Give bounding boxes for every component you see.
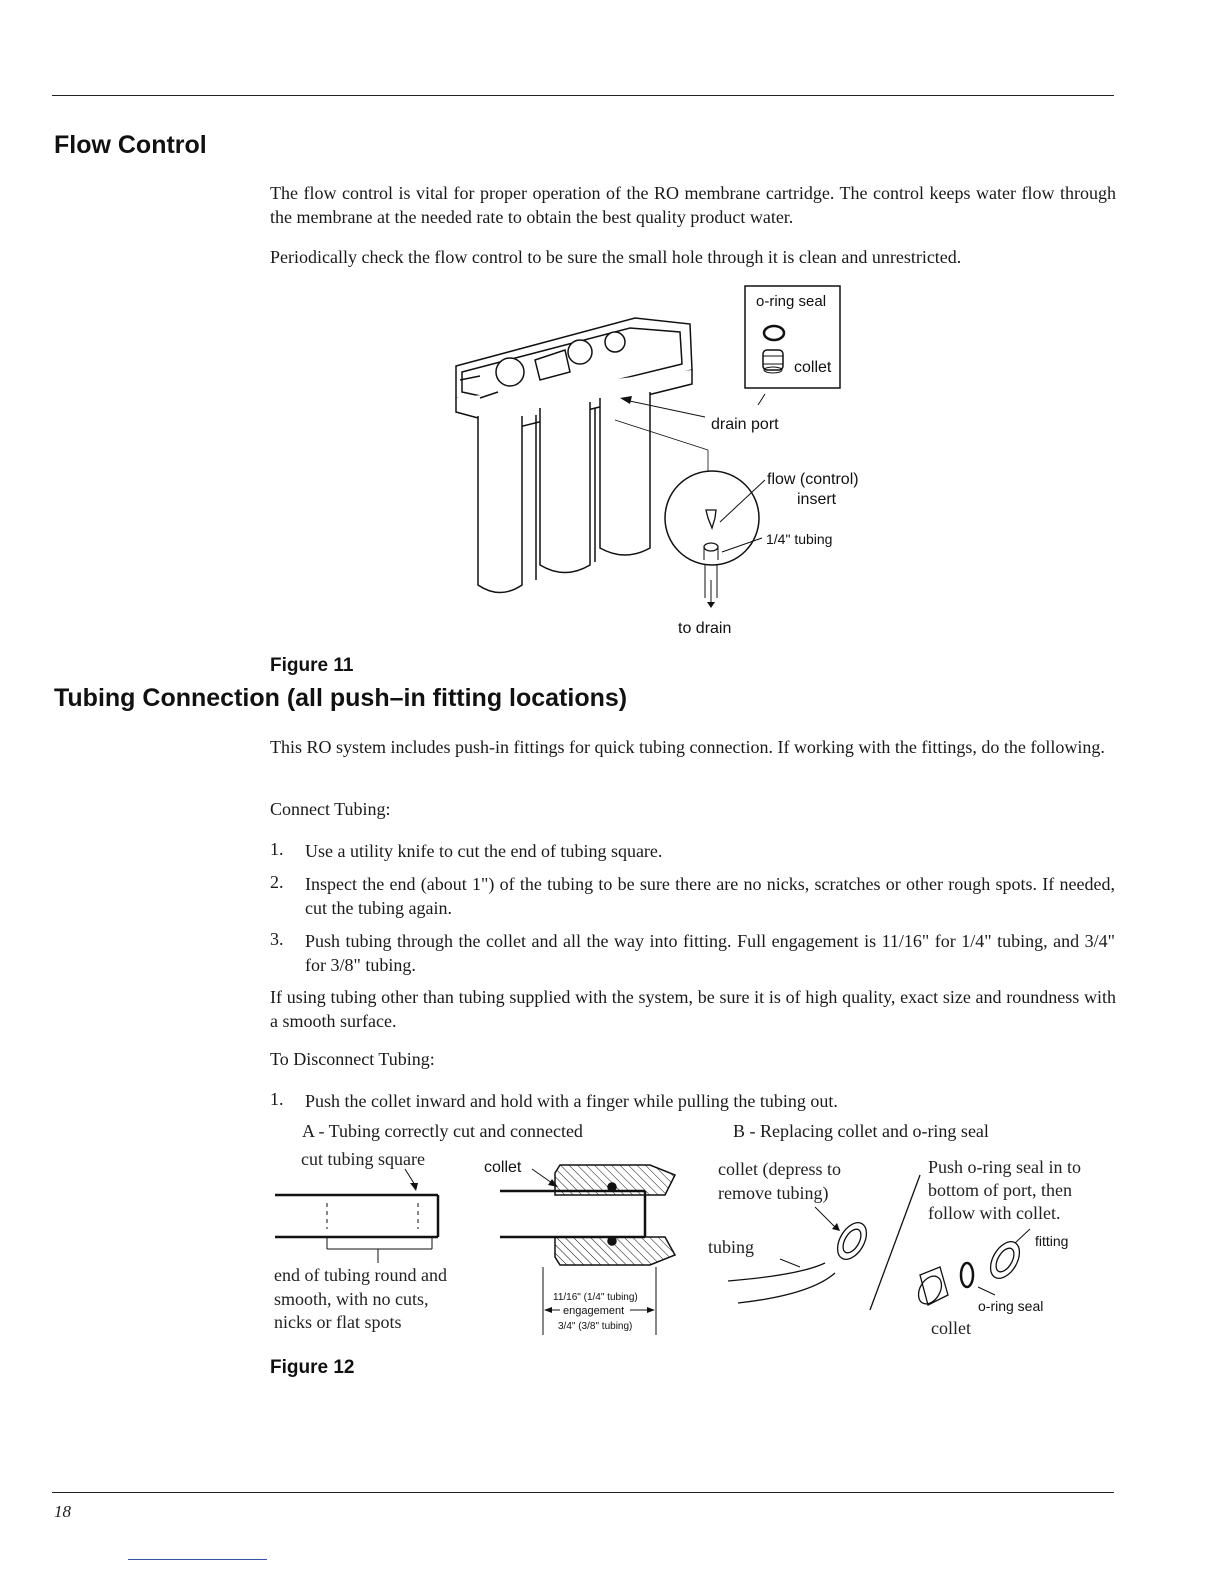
disconnect-step-1-text: Push the collet inward and hold with a finger while pulling the tubing out.: [305, 1091, 838, 1111]
step-3-number: 3.: [270, 929, 284, 949]
section-title-tubing-connection: Tubing Connection (all push–in fitting locations): [54, 684, 628, 712]
collet-icon: [763, 350, 783, 373]
fitting-label: fitting: [1035, 1233, 1069, 1249]
figure-11-caption: Figure 11: [270, 655, 354, 676]
inset-oring-label: o-ring seal: [756, 293, 827, 310]
collet-label: collet: [484, 1159, 522, 1176]
flow-control-para-2: Periodically check the flow control to be sure the small hole through it is clean and unrestricted.: [270, 247, 962, 267]
oring-b-label: o-ring seal: [978, 1298, 1044, 1314]
disconnect-step-1-number: 1.: [270, 1089, 284, 1109]
inset-collet-label: collet: [794, 359, 832, 376]
tubing-note: If using tubing other than tubing supplied with the system, be sure it is of high quality, exact size and roundness with a smooth surface.: [270, 987, 1116, 1031]
end-note-line-3: nicks or flat spots: [274, 1312, 402, 1332]
tubing-b-label: tubing: [708, 1237, 755, 1257]
page-number: 18: [54, 1502, 71, 1521]
section-title-flow-control: Flow Control: [54, 131, 207, 159]
collet-depress-line-2: remove tubing): [718, 1183, 829, 1203]
flow-control-para-1: The flow control is vital for proper operation of the RO membrane cartridge. The control keeps water flow through the membrane at the needed rate to obtain the best quality product water.: [270, 183, 1116, 227]
step-1-text: Use a utility knife to cut the end of tubing square.: [305, 841, 663, 861]
end-note-line-2: smooth, with no cuts,: [274, 1289, 429, 1309]
step-2-number: 2.: [270, 872, 284, 892]
header-rule: [52, 95, 1114, 96]
collet-b-label: collet: [931, 1318, 971, 1338]
figure-12-caption: Figure 12: [270, 1357, 355, 1378]
tubing-intro: This RO system includes push-in fittings for quick tubing connection. If working with the fittings, do the following.: [270, 737, 1105, 757]
filter-cartridges: [478, 392, 650, 593]
oring-icon: [764, 326, 784, 340]
step-3-text: Push tubing through the collet and all the way into fitting. Full engagement is 11/16" for 1/4" tubing, and 3/4" for 3/8" tubing.: [305, 931, 1115, 975]
connect-heading: Connect Tubing:: [270, 799, 391, 819]
fitting-cross-section: [500, 1165, 675, 1265]
step-1-number: 1.: [270, 839, 284, 859]
footer-link-underline: [128, 1559, 267, 1560]
panel-a-title: A - Tubing correctly cut and connected: [302, 1121, 583, 1141]
footer-rule: [52, 1492, 1114, 1493]
disconnect-heading: To Disconnect Tubing:: [270, 1049, 435, 1069]
end-note-line-1: end of tubing round and: [274, 1265, 447, 1285]
engagement-line-1: 11/16" (1/4" tubing): [553, 1292, 638, 1303]
push-line-1: Push o-ring seal in to: [928, 1157, 1081, 1177]
push-line-3: follow with collet.: [928, 1203, 1061, 1223]
insert-label: insert: [797, 491, 837, 508]
step-2-text: Inspect the end (about 1") of the tubing to be sure there are no nicks, scratches or other rough spots. If needed, cut the tubing again.: [305, 874, 1115, 918]
push-line-2: bottom of port, then: [928, 1180, 1072, 1200]
figure-12-illustration: [260, 1145, 1120, 1345]
tubing-label: 1/4" tubing: [766, 531, 833, 547]
tubing-and-collet-sketch: [728, 1218, 872, 1303]
cut-tubing-square-label: cut tubing square: [301, 1149, 425, 1169]
drain-port-label: drain port: [711, 416, 779, 433]
engagement-line-2: engagement: [563, 1305, 625, 1317]
to-drain-label: to drain: [678, 620, 732, 637]
panel-b-title: B - Replacing collet and o-ring seal: [733, 1121, 989, 1141]
collet-depress-line-1: collet (depress to: [718, 1159, 841, 1179]
flow-control-label: flow (control): [767, 471, 859, 488]
engagement-line-3: 3/4" (3/8" tubing): [558, 1321, 633, 1332]
figure-11-illustration: [440, 280, 900, 642]
